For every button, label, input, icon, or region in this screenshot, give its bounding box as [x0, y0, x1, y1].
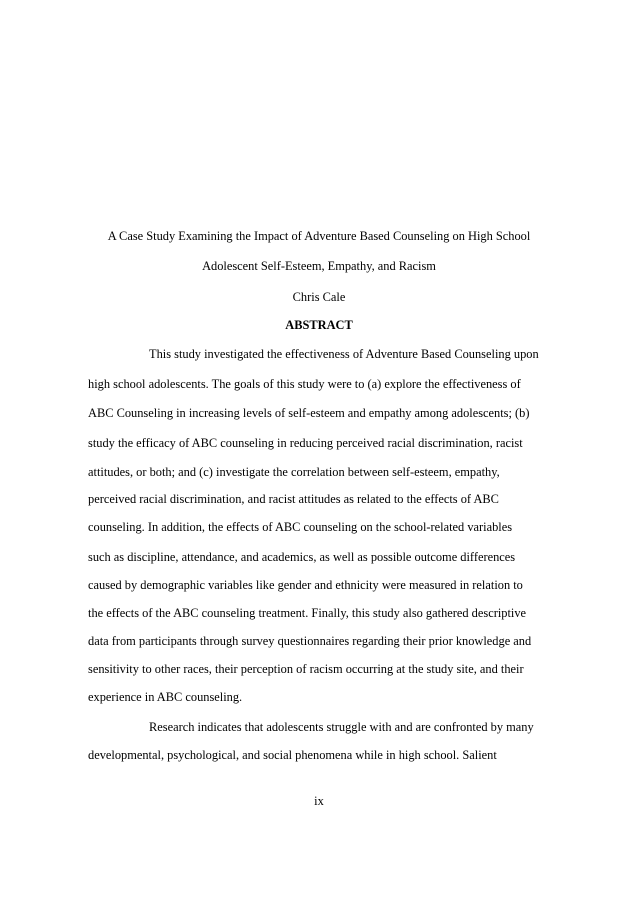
body-line: counseling. In addition, the effects of ABC counseling on the school-related variables	[88, 520, 513, 534]
title-line-1: A Case Study Examining the Impact of Adventure Based Counseling on High School	[107, 229, 531, 243]
body-line: ABC Counseling in increasing levels of self-esteem and empathy among adolescents; (b)	[88, 406, 530, 420]
body-line: attitudes, or both; and (c) investigate the correlation between self-esteem, empathy,	[88, 465, 500, 479]
body-line: developmental, psychological, and social phenomena while in high school. Salient	[88, 748, 497, 762]
body-line: Research indicates that adolescents struggle with and are confronted by many	[149, 720, 534, 734]
body-line: perceived racial discrimination, and racist attitudes as related to the effects of ABC	[88, 492, 499, 506]
body-line: study the efficacy of ABC counseling in reducing perceived racial discrimination, racist	[88, 436, 523, 450]
body-line: caused by demographic variables like gender and ethnicity were measured in relation to	[88, 578, 523, 592]
abstract-heading: ABSTRACT	[285, 318, 353, 332]
body-line: experience in ABC counseling.	[88, 690, 243, 704]
body-line: This study investigated the effectiveness of Adventure Based Counseling upon	[149, 347, 539, 361]
page-number: ix	[314, 794, 324, 808]
body-line: high school adolescents. The goals of this study were to (a) explore the effectiveness of	[88, 377, 521, 391]
title-line-2: Adolescent Self-Esteem, Empathy, and Racism	[202, 259, 436, 273]
author-name: Chris Cale	[292, 290, 346, 304]
body-line: the effects of the ABC counseling treatment. Finally, this study also gathered descriptive	[88, 606, 527, 620]
body-line: such as discipline, attendance, and academics, as well as possible outcome differences	[88, 550, 516, 564]
body-line: sensitivity to other races, their perception of racism occurring at the study site, and their	[88, 662, 524, 676]
body-line: data from participants through survey questionnaires regarding their prior knowledge and	[88, 634, 532, 648]
